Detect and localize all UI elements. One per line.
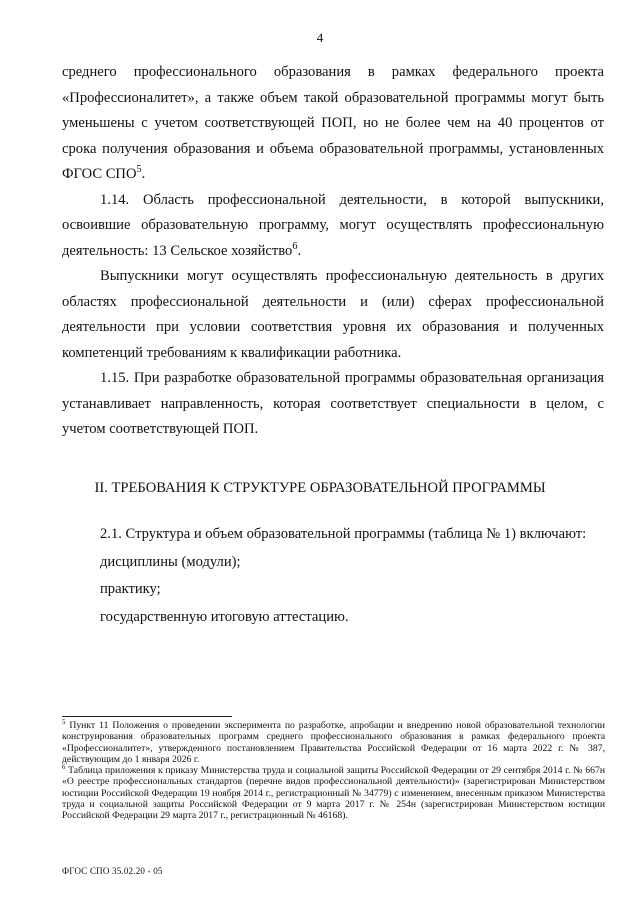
footnote-mark: 6 — [62, 763, 66, 771]
paragraph-continuation: среднего профессионального образования в рамках федерального проекта «Профессионалитет», а также объем такой образовательной программы могут быть уменьшены с учетом соответствующей ПОП, но не более чем на 40 процентов от срока получения образования и объема образовательной программы, установленных ФГОС СПО$^5$. — [62, 64, 604, 182]
footnote-text: Пункт 11 Положения о проведении эксперимента по разработке, апробации и внедрению новой образовательной технологии конструирования образовательных программ среднего профессионального образования в рамках федерального проекта «Профессионалитет», утвержденного постановлением Правительства Российской Федерации от 16 марта 2022 г. № 387, действующим до 1 января 2026 г. — [62, 720, 605, 765]
footnotes — [62, 720, 605, 822]
paragraph-text: среднего профессионального образования в рамках федерального проекта «Профессионалитет», а также объем такой образовательной программы могут быть уменьшены с учетом соответствующей ПОП, но не более чем на 40 процентов от срока получения образования и объема образовательной программы, установленных ФГОС СПО — [62, 64, 604, 182]
footnote-5 — [62, 720, 605, 765]
body-text — [62, 60, 604, 443]
list-item: практику; — [100, 581, 161, 597]
page-number: 4 — [316, 30, 324, 45]
list-item: государственную итоговую аттестацию. — [100, 608, 349, 625]
list-item: дисциплины (модули); — [100, 553, 241, 570]
footnote-divider — [62, 716, 232, 717]
structure-list — [62, 521, 604, 631]
footnote-mark: 5 — [62, 718, 66, 726]
footnote-ref: 5 — [136, 164, 142, 176]
footnote-ref: 6 — [292, 240, 298, 252]
list-intro: 2.1. Структура и объем образовательной программы (таблица № 1) включают: — [100, 526, 587, 542]
section-heading: II. ТРЕБОВАНИЯ К СТРУКТУРЕ ОБРАЗОВАТЕЛЬНОЙ ПРОГРАММЫ — [94, 480, 546, 496]
footnote-6 — [62, 765, 605, 821]
paragraph-1-15: 1.15. При разработке образовательной программы образовательная организация устанавливает направленность, которая соответствует специальности в целом, с учетом соответствующей ПОП. — [62, 370, 604, 437]
footnote-text: Таблица приложения к приказу Министерства труда и социальной защиты Российской Федерации от 29 сентября 2014 г. № 667н «О реестре профессиональных стандартов (перечне видов профессиональной деятельности)» (зарегистрирован Министерством юстиции Российской Федерации 19 ноября 2014 г., регистрационный № 34779) с изменением, внесенным приказом Министерства труда и социальной защиты Российской Федерации от 9 марта 2017 г. № 254н (зарегистрирован Министерством юстиции Российской Федерации 29 марта 2017 г., регистрационный № 46168). — [62, 765, 606, 822]
paragraph-1-14: 1.14. Область профессиональной деятельности, в которой выпускники, освоившие образовательную программу, могут осуществлять профессиональную деятельность: 13 Сельское хозяйство$^6$. — [62, 191, 604, 259]
document-code: ФГОС СПО 35.02.20 - 05 — [62, 866, 163, 876]
paragraph-graduates: Выпускники могут осуществлять профессиональную деятельность в других областях профессиональной деятельности и (или) сферах профессиональной деятельности при условии соответствия уровня их образования и полученных компетенций требованиям к квалификации работника. — [62, 268, 604, 361]
paragraph-text: 1.14. Область профессиональной деятельности, в которой выпускники, освоившие образовательную программу, могут осуществлять профессиональную деятельность: 13 Сельское хозяйство — [62, 191, 604, 259]
